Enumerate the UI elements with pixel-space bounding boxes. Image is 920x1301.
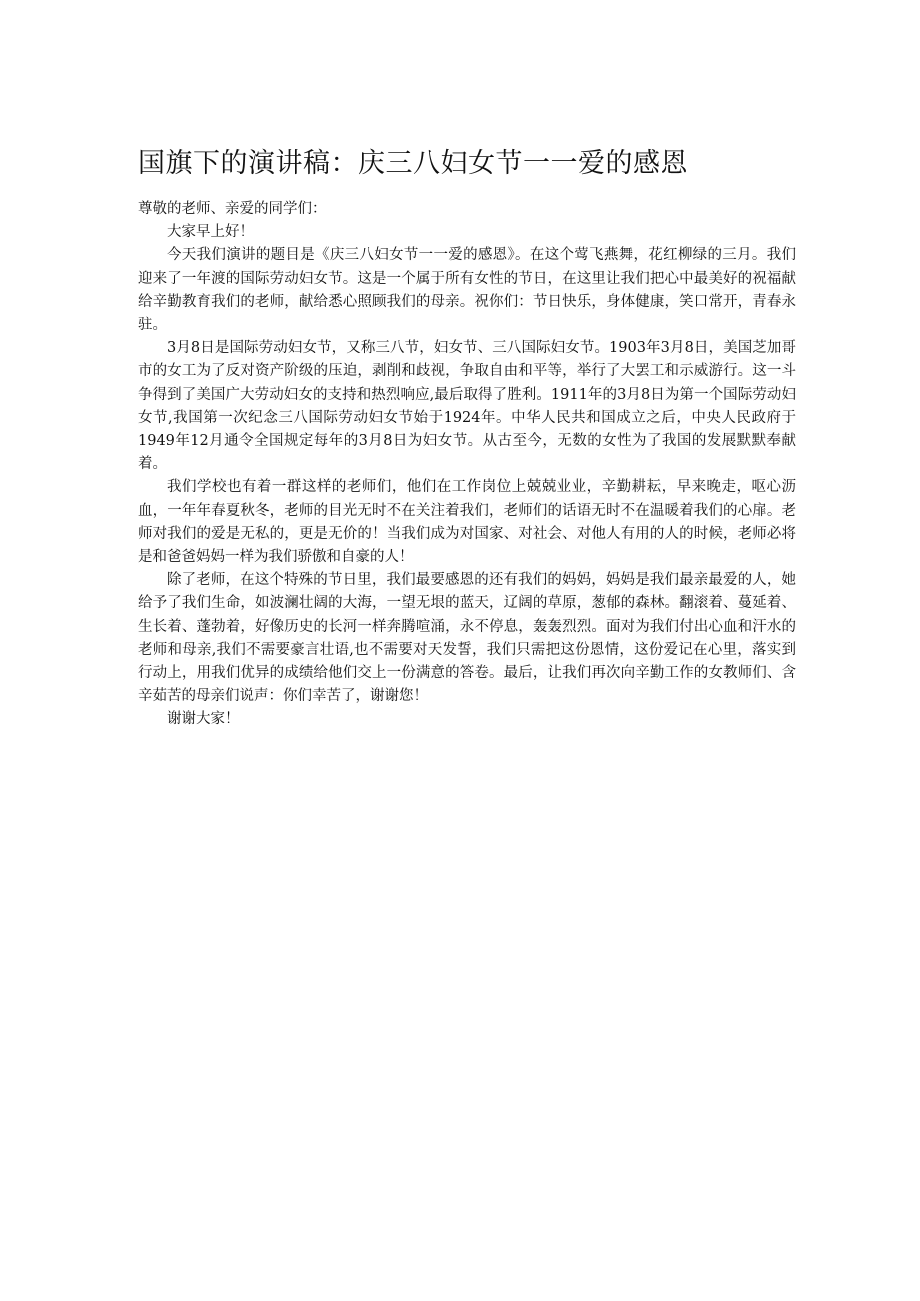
paragraph-greeting: 大家早上好！: [167, 224, 254, 241]
paragraph-history: 3月8日是国际劳动妇女节，又称三八节，妇女节、三八国际妇女节。1903年3月8日，美国芝加哥市的女工为了反对资产阶级的压迫，剥削和歧视，争取自由和平等，举行了大罢工和示威游行。这一斗争得到了美国广大劳动妇女的支持和热烈响应,最后取得了胜利。1911年的3月8日为第一个国际劳动妇女节,我国第一次纪念三八国际劳动妇女节始于1924年。中华人民共和国成立之后，中央人民政府于1949年12月通令全国规定每年的3月8日为妇女节。从古至今，无数的女性为了我国的发展默默奉献着。: [138, 340, 796, 473]
salutation: 尊敬的老师、亲爱的同学们：: [138, 201, 327, 217]
speech-body: [138, 198, 796, 732]
paragraph-introduction: 今天我们演讲的题目是《庆三八妇女节一一爱的感恩》。在这个莺飞燕舞，花红柳绿的三月。我们迎来了一年渡的国际劳动妇女节。这是一个属于所有女性的节日，在这里让我们把心中最美好的祝福献给辛勤教育我们的老师，献给悉心照顾我们的母亲。祝你们：节日快乐，身体健康，笑口常开，青春永驻。: [138, 247, 796, 334]
document-title: 国旗下的演讲稿：庆三八妇女节一一爱的感恩: [138, 148, 688, 179]
paragraph-mothers: 除了老师，在这个特殊的节日里，我们最要感恩的还有我们的妈妈，妈妈是我们最亲最爱的人，她给予了我们生命，如波澜壮阔的大海，一望无垠的蓝天，辽阔的草原，葱郁的森林。翻滚着、蔓延着、生长着、蓬勃着，好像历史的长河一样奔腾喧涌，永不停息，轰轰烈烈。面对为我们付出心血和汗水的老师和母亲,我们不需要豪言壮语,也不需要对天发誓，我们只需把这份恩情，这份爱记在心里，落实到行动上，用我们优异的成绩给他们交上一份满意的答卷。最后，让我们再次向辛勤工作的女教师们、含辛茹苦的母亲们说声：你们幸苦了，谢谢您！: [138, 572, 796, 705]
paragraph-closing: 谢谢大家！: [167, 711, 240, 728]
paragraph-teachers: 我们学校也有着一群这样的老师们，他们在工作岗位上兢兢业业，辛勤耕耘，早来晚走，呕心沥血，一年年春夏秋冬，老师的目光无时不在关注着我们，老师们的话语无时不在温暖着我们的心扉。老师对我们的爱是无私的，更是无价的！当我们成为对国家、对社会、对他人有用的人的时候，老师必将是和爸爸妈妈一样为我们骄傲和自豪的人！: [138, 479, 796, 566]
